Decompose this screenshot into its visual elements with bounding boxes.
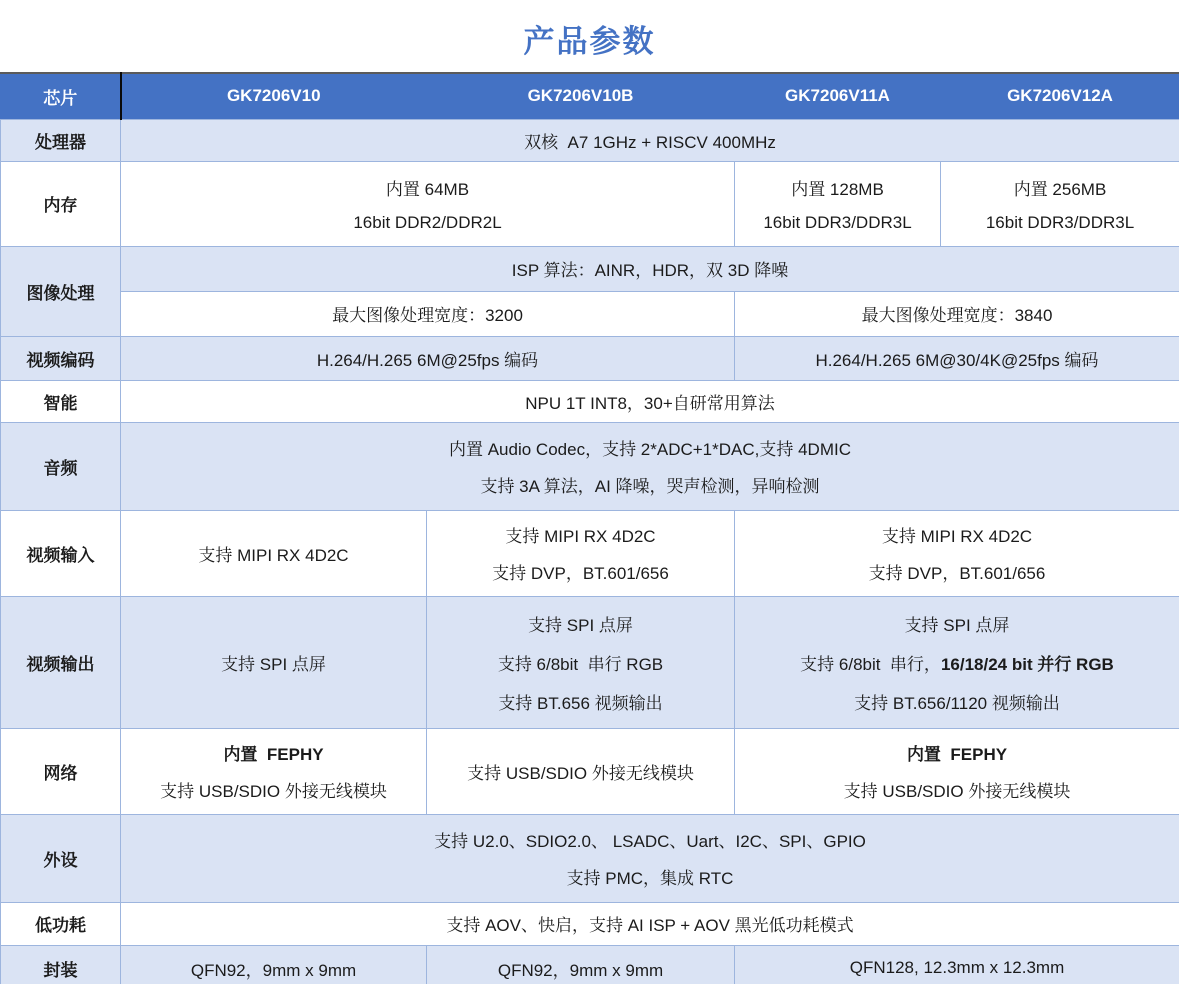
cell-network-v11a-v12a xyxy=(735,728,1179,814)
video-output-v11a-v12a-lines xyxy=(735,597,1179,728)
video-output-rgb xyxy=(800,650,1114,675)
cell-video-output-v11a-v12a xyxy=(735,596,1179,728)
isp-algorithms-value: ISP 算法：AINR，HDR，双 3D 降噪 xyxy=(511,261,789,280)
row-label-processor: 处理器 xyxy=(1,119,121,161)
row-video-output xyxy=(1,596,1179,728)
row-label-network: 网络 xyxy=(1,728,121,814)
cell-video-output-v10 xyxy=(121,596,427,728)
video-input-mipi: 支持 MIPI RX 4D2C xyxy=(881,527,1033,547)
network-wireless: 支持 USB/SDIO 外接无线模块 xyxy=(467,763,694,783)
row-ai xyxy=(1,380,1179,422)
network-wireless: 支持 USB/SDIO 外接无线模块 xyxy=(160,781,387,801)
video-output-rgb-serial: 支持 6/8bit 串行， xyxy=(800,654,941,674)
memory-v11a-lines xyxy=(735,162,940,246)
row-memory xyxy=(1,161,1179,246)
memory-v10-v10b-lines xyxy=(121,162,734,246)
row-peripherals xyxy=(1,814,1179,902)
peripherals-pmc-rtc: 支持 PMC，集成 RTC xyxy=(566,869,734,889)
row-audio xyxy=(1,422,1179,510)
audio-lines xyxy=(121,423,1179,510)
memory-capacity: 内置 256MB xyxy=(1013,179,1107,199)
chip-header: 芯片 xyxy=(1,73,121,119)
cell-video-output-v10b xyxy=(427,596,735,728)
row-network xyxy=(1,728,1179,814)
row-label-audio: 音频 xyxy=(1,422,121,510)
max-width-value: 最大图像处理宽度：3200 xyxy=(332,306,523,325)
row-low-power xyxy=(1,902,1179,945)
row-label-image-processing: 图像处理 xyxy=(1,246,121,336)
header-row xyxy=(1,73,1179,119)
max-width-value: 最大图像处理宽度：3840 xyxy=(861,306,1053,325)
column-header-gk7206v12a: GK7206V12A xyxy=(941,73,1179,119)
audio-codec-line: 内置 Audio Codec，支持 2*ADC+1*DAC,支持 4DMIC xyxy=(449,439,851,459)
cell-memory-v12a xyxy=(941,161,1179,246)
network-fephy: 内置 FEPHY xyxy=(223,745,324,765)
video-input-value: 支持 MIPI RX 4D2C xyxy=(198,545,349,565)
package-value: QFN92，9mm x 9mm xyxy=(190,960,357,980)
row-label-package: 封装 xyxy=(1,945,121,984)
cell-encoding-v10-v10b xyxy=(121,336,735,380)
row-label-video-input: 视频输入 xyxy=(1,510,121,596)
video-input-mipi: 支持 MIPI RX 4D2C xyxy=(505,527,656,547)
cell-encoding-v11a-v12a xyxy=(735,336,1179,380)
row-label-video-output: 视频输出 xyxy=(1,596,121,728)
video-output-rgb: 支持 6/8bit 串行 RGB xyxy=(497,654,664,674)
memory-type: 16bit DDR2/DDR2L xyxy=(353,212,502,232)
low-power-value: 支持 AOV、快启，支持 AI ISP + AOV 黑光低功耗模式 xyxy=(446,916,854,935)
package-value: QFN128, 12.3mm x 12.3mm xyxy=(849,958,1065,977)
row-image-processing-isp xyxy=(1,246,1179,291)
cell-memory-v11a xyxy=(735,161,941,246)
row-package xyxy=(1,945,1179,984)
row-video-encoding xyxy=(1,336,1179,380)
memory-type: 16bit DDR3/DDR3L xyxy=(985,212,1135,232)
memory-type: 16bit DDR3/DDR3L xyxy=(763,212,912,232)
video-input-v10b-lines xyxy=(427,511,734,596)
cell-ai-all xyxy=(121,380,1179,422)
cell-processor-all xyxy=(121,119,1179,161)
video-input-v11a-v12a-lines xyxy=(735,511,1179,596)
video-output-spi: 支持 SPI 点屏 xyxy=(221,654,326,674)
video-output-bt656: 支持 BT.656/1120 视频输出 xyxy=(854,693,1060,713)
row-label-memory: 内存 xyxy=(1,161,121,246)
peripherals-lines xyxy=(121,815,1179,902)
column-header-gk7206v10: GK7206V10 xyxy=(121,73,427,119)
cell-audio-all xyxy=(121,422,1179,510)
video-output-rgb-parallel: 16/18/24 bit 并行 RGB xyxy=(940,654,1114,674)
row-video-input xyxy=(1,510,1179,596)
network-v10-lines xyxy=(121,729,426,814)
cell-package-v10 xyxy=(121,945,427,984)
ai-value: NPU 1T INT8，30+自研常用算法 xyxy=(525,393,775,413)
network-fephy: 内置 FEPHY xyxy=(906,745,1008,765)
cell-memory-v10-v10b xyxy=(121,161,735,246)
column-header-gk7206v10b: GK7206V10B xyxy=(427,73,735,119)
network-v11a-v12a-lines xyxy=(735,729,1179,814)
cell-isp-algorithms xyxy=(121,246,1179,291)
row-label-peripherals: 外设 xyxy=(1,814,121,902)
encoding-value: H.264/H.265 6M@25fps 编码 xyxy=(316,350,539,370)
peripherals-interfaces: 支持 U2.0、SDIO2.0、 LSADC、Uart、I2C、SPI、GPIO xyxy=(434,831,866,851)
video-input-dvp: 支持 DVP，BT.601/656 xyxy=(492,563,669,583)
video-input-dvp: 支持 DVP，BT.601/656 xyxy=(868,563,1046,583)
cell-network-v10 xyxy=(121,728,427,814)
cell-video-input-v11a-v12a xyxy=(735,510,1179,596)
cell-video-input-v10b xyxy=(427,510,735,596)
cell-network-v10b xyxy=(427,728,735,814)
cell-package-v11a-v12a xyxy=(735,945,1179,984)
spec-table xyxy=(0,72,1179,984)
cell-video-input-v10 xyxy=(121,510,427,596)
processor-value: 双核 A7 1GHz + RISCV 400MHz xyxy=(524,132,776,152)
audio-algorithms-line: 支持 3A 算法，AI 降噪，哭声检测，异响检测 xyxy=(480,477,820,497)
network-wireless: 支持 USB/SDIO 外接无线模块 xyxy=(843,781,1071,801)
cell-max-width-v11a-v12a xyxy=(735,291,1179,336)
cell-max-width-v10-v10b xyxy=(121,291,735,336)
column-header-gk7206v11a: GK7206V11A xyxy=(735,73,941,119)
video-output-spi: 支持 SPI 点屏 xyxy=(528,615,633,635)
row-label-ai: 智能 xyxy=(1,380,121,422)
video-output-bt656: 支持 BT.656 视频输出 xyxy=(498,693,663,713)
memory-capacity: 内置 64MB xyxy=(385,179,470,199)
row-image-processing-width xyxy=(1,291,1179,336)
video-output-spi: 支持 SPI 点屏 xyxy=(904,615,1010,635)
video-output-v10b-lines xyxy=(427,597,734,728)
memory-v12a-lines xyxy=(941,162,1179,246)
row-label-video-encoding: 视频编码 xyxy=(1,336,121,380)
package-value: QFN92，9mm x 9mm xyxy=(497,960,664,980)
row-label-low-power: 低功耗 xyxy=(1,902,121,945)
row-processor xyxy=(1,119,1179,161)
page-title: 产品参数 xyxy=(523,24,656,59)
cell-package-v10b xyxy=(427,945,735,984)
encoding-value: H.264/H.265 6M@30/4K@25fps 编码 xyxy=(815,350,1099,370)
cell-peripherals-all xyxy=(121,814,1179,902)
memory-capacity: 内置 128MB xyxy=(791,179,884,199)
cell-low-power-all xyxy=(121,902,1179,945)
